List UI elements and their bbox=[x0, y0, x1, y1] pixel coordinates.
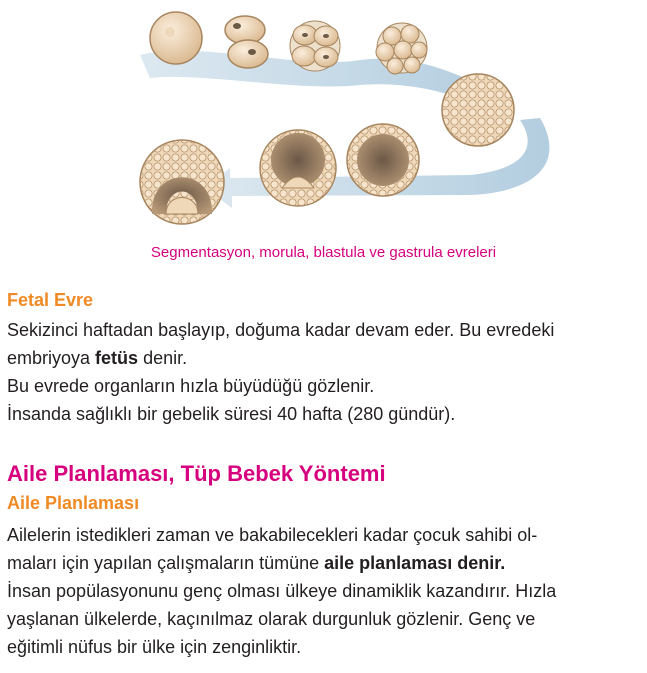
eight-cell-stage-icon bbox=[290, 21, 340, 71]
two-cell-stage-icon bbox=[225, 16, 268, 68]
text-line: eğitimli nüfus bir ülke için zenginliktir. bbox=[7, 637, 302, 657]
bold-term-aile-planlamasi: aile planlaması denir. bbox=[324, 553, 506, 573]
fetal-evre-heading: Fetal Evre bbox=[7, 290, 94, 310]
text-span: denir. bbox=[143, 348, 188, 368]
morula-icon bbox=[442, 74, 514, 146]
text-span: embriyoya bbox=[7, 348, 91, 368]
text-line bbox=[7, 549, 643, 577]
text-line: İnsan popülasyonunu genç olması ülkeye dinamiklik kazandırır. Hızla bbox=[7, 581, 557, 601]
text-line: Ailelerin istedikleri zaman ve bakabilecekleri kadar çocuk sahibi ol- bbox=[7, 525, 538, 545]
figure-caption: Segmentasyon, morula, blastula ve gastrula evreleri bbox=[150, 244, 497, 261]
fetal-evre-paragraph bbox=[7, 316, 643, 428]
text-span: maları için yapılan çalışmaların tümüne bbox=[7, 553, 320, 573]
text-line: İnsanda sağlıklı bir gebelik süresi 40 hafta (280 gündür). bbox=[7, 404, 456, 424]
aile-planlamasi-paragraph bbox=[7, 521, 643, 661]
early-gastrula-icon bbox=[260, 130, 336, 206]
text-line: Bu evrede organların hızla büyüdüğü gözlenir. bbox=[7, 376, 375, 396]
blastula-icon bbox=[347, 124, 419, 196]
bold-term-fetus: fetüs bbox=[95, 348, 139, 368]
aile-planlamasi-heading: Aile Planlaması bbox=[7, 493, 140, 513]
embryo-stages-illustration bbox=[0, 0, 647, 245]
section-heading: Aile Planlaması, Tüp Bebek Yöntemi bbox=[7, 461, 386, 486]
late-gastrula-icon bbox=[140, 140, 224, 224]
text-line: yaşlanan ülkelerde, kaçınılmaz olarak durgunluk gözlenir. Genç ve bbox=[7, 609, 536, 629]
text-line bbox=[7, 344, 643, 372]
text-line: Sekizinci haftadan başlayıp, doğuma kadar devam eder. Bu evredeki bbox=[7, 320, 555, 340]
zygote-icon bbox=[150, 12, 202, 64]
